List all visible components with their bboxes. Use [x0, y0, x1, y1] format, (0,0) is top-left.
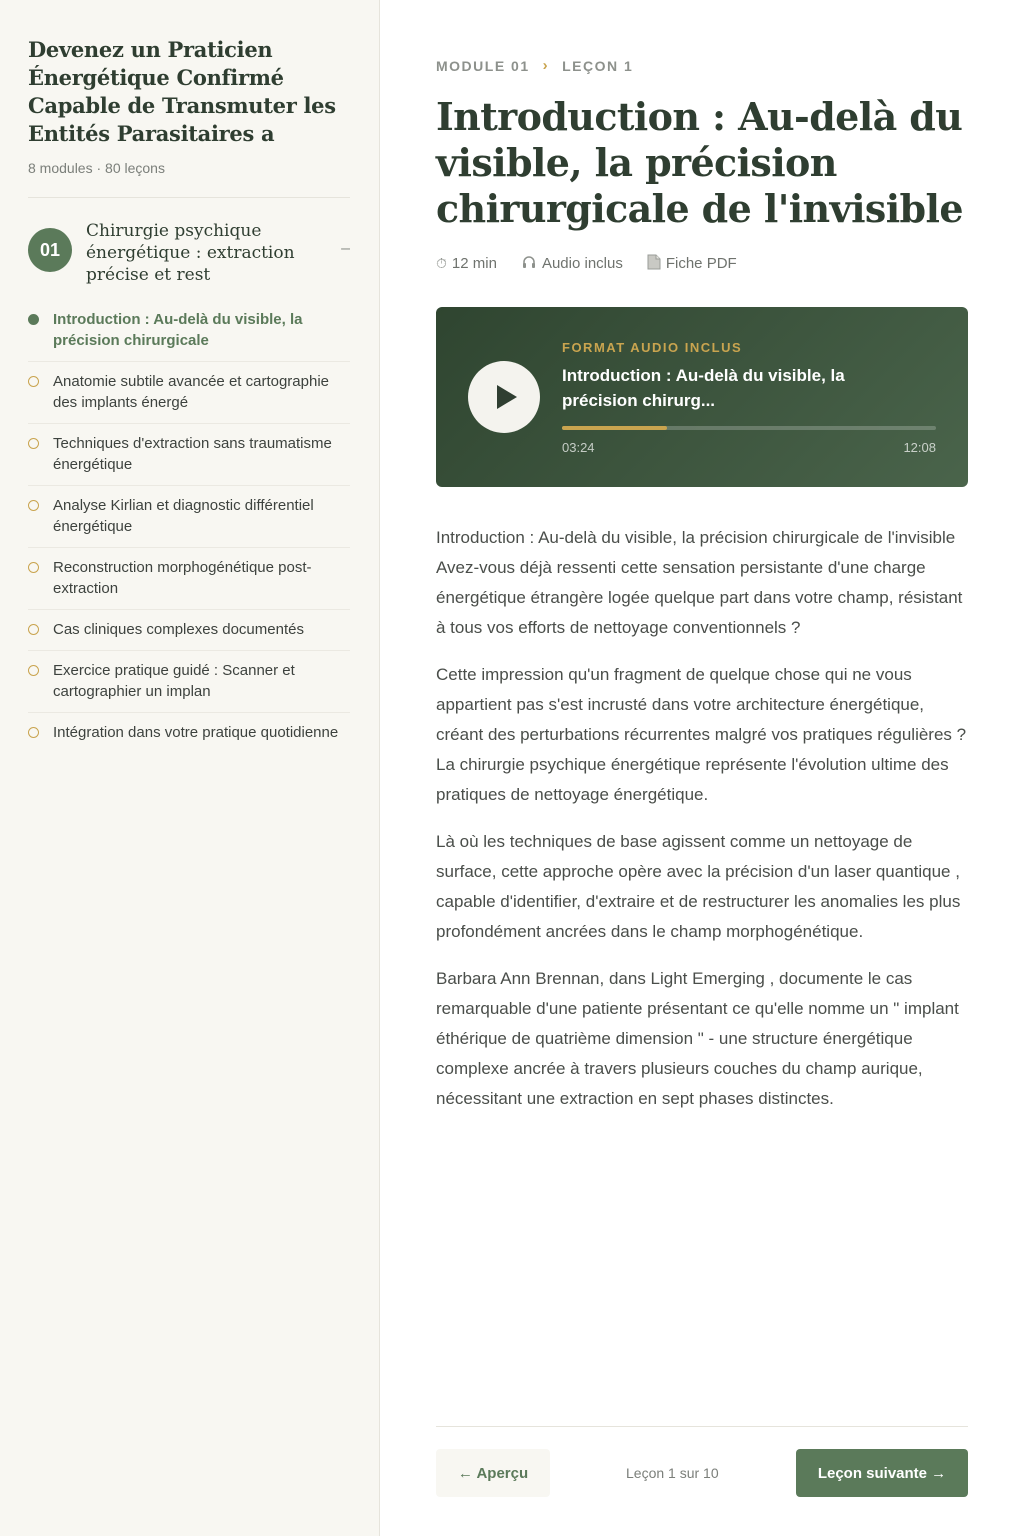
lesson-footer — [436, 1426, 968, 1482]
audio-current-time: 03:24 — [562, 440, 595, 455]
headphones-icon — [521, 254, 537, 273]
lesson-item[interactable] — [28, 486, 350, 548]
chevron-right-icon: › — [542, 57, 550, 74]
lesson-item[interactable] — [28, 362, 350, 424]
breadcrumb-module[interactable]: MODULE 01 — [436, 57, 530, 74]
document-icon — [647, 254, 661, 273]
breadcrumb-lesson: LEÇON 1 — [562, 57, 634, 74]
duration-text: 12 min — [451, 255, 497, 272]
lesson-status-icon — [28, 562, 39, 573]
lesson-label: Techniques d'extraction sans traumatisme énergétique — [53, 435, 332, 473]
course-sidebar — [0, 0, 380, 1536]
clock-icon: ⏱ — [436, 255, 447, 271]
lesson-label: Analyse Kirlian et diagnostic différentiel énergétique — [53, 497, 314, 535]
lesson-status-icon — [28, 376, 39, 387]
audio-progress-fill — [562, 426, 667, 430]
page-title: Introduction : Au-delà du visible, la précision chirurgicale de l'invisible — [436, 94, 963, 231]
pdf-meta[interactable] — [647, 254, 737, 273]
lesson-content — [436, 0, 968, 1131]
lesson-label: Introduction : Au-delà du visible, la précision chirurgicale — [53, 311, 303, 349]
collapse-icon[interactable]: – — [341, 240, 350, 257]
audio-text: Audio inclus — [541, 255, 623, 272]
next-lesson-button[interactable]: Leçon suivante → — [796, 1449, 968, 1497]
lesson-status-icon — [28, 665, 39, 676]
lesson-item[interactable] — [28, 713, 350, 753]
lesson-pager: Leçon 1 sur 10 — [626, 1465, 719, 1481]
lesson-label: Exercice pratique guidé : Scanner et cartographier un implan — [53, 662, 295, 700]
body-paragraph: Cette impression qu'un fragment de quelque chose qui ne vous appartient pas s'est incrusté dans votre architecture énergétique, créant des perturbations récurrentes malgré vos pratiques régulières ? La chirurgie psychique énergétique représente l'évolution ultime des pratiques de nettoyage énergétique. — [436, 665, 967, 804]
module-header[interactable] — [28, 220, 350, 286]
lesson-item[interactable] — [28, 610, 350, 651]
body-paragraph: Barbara Ann Brennan, dans Light Emerging , documente le cas remarquable d'une patiente présentant ce qu'elle nomme un " implant éthérique de quatrième dimension " - une structure énergétique complexe ancrée à travers plusieurs couches du champ aurique, nécessitant une extraction en sept phases distinctes. — [436, 969, 959, 1108]
module-number-badge: 01 — [28, 228, 72, 272]
lesson-label: Intégration dans votre pratique quotidienne — [53, 724, 339, 741]
lesson-label: Reconstruction morphogénétique post-extraction — [53, 559, 312, 597]
course-title: Devenez un Praticien Énergétique Confirmé Capable de Transmuter les Entités Parasitaires a — [28, 37, 336, 146]
pdf-text: Fiche PDF — [665, 255, 737, 272]
breadcrumb — [436, 57, 968, 74]
lesson-body — [436, 523, 968, 1114]
play-icon[interactable] — [468, 361, 540, 433]
lesson-status-icon — [28, 727, 39, 738]
lesson-status-icon — [28, 314, 39, 325]
lesson-status-icon — [28, 438, 39, 449]
lesson-label: Cas cliniques complexes documentés — [53, 621, 304, 638]
lesson-meta — [436, 254, 968, 273]
audio-player — [436, 307, 968, 487]
lesson-label: Anatomie subtile avancée et cartographie des implants énergé — [53, 373, 330, 411]
lesson-list — [28, 300, 350, 753]
previous-button[interactable]: ← Aperçu — [436, 1449, 550, 1497]
audio-progress-bar[interactable] — [562, 426, 936, 430]
audio-meta — [521, 254, 623, 273]
lesson-item[interactable] — [28, 424, 350, 486]
lesson-item[interactable] — [28, 548, 350, 610]
module-title: Chirurgie psychique énergétique : extraction précise et rest — [86, 221, 295, 285]
duration-meta — [436, 255, 497, 272]
course-meta: 8 modules · 80 leçons — [28, 160, 165, 176]
audio-title: Introduction : Au-delà du visible, la précision chirurg... — [562, 366, 845, 410]
body-paragraph: Introduction : Au-delà du visible, la précision chirurgicale de l'invisible Avez-vous déjà ressenti cette sensation persistante d'une charge énergétique étrangère logée quelque part dans votre champ, résistant à tous vos efforts de nettoyage conventionnels ? — [436, 528, 963, 637]
body-paragraph: Là où les techniques de base agissent comme un nettoyage de surface, cette approche opère avec la précision d'un laser quantique , capable d'identifier, d'extraire et de restructurer les anomalies les plus profondément ancrées dans le champ morphogénétique. — [436, 832, 961, 941]
lesson-item[interactable] — [28, 651, 350, 713]
sidebar-divider — [28, 197, 350, 198]
audio-total-time: 12:08 — [903, 440, 936, 455]
lesson-status-icon — [28, 624, 39, 635]
lesson-status-icon — [28, 500, 39, 511]
lesson-item[interactable] — [28, 300, 350, 362]
audio-kicker: FORMAT AUDIO INCLUS — [562, 340, 743, 355]
